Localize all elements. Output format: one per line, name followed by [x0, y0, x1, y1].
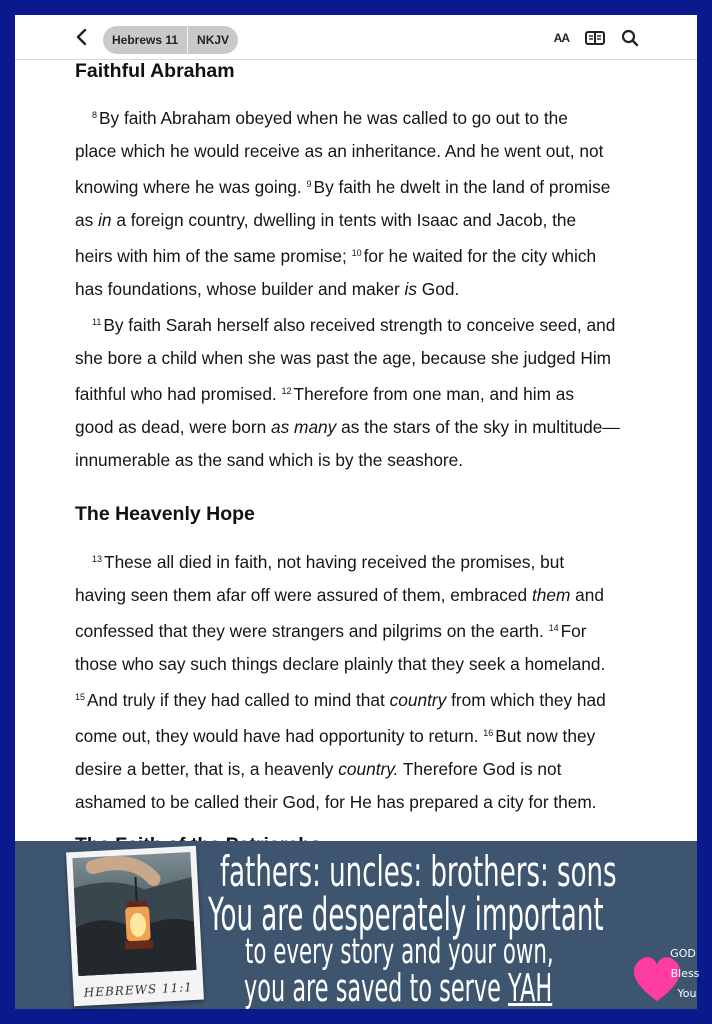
- heart-icon: [631, 941, 700, 1007]
- verse-line: ashamed to be called their God, for He has prepared a city for them.: [75, 792, 597, 812]
- photo-caption: HEBREWS 11:1: [83, 980, 194, 1000]
- verse-line: knowing where he was going. $^9$ By faith he dwelt in the land of promise: [75, 177, 611, 197]
- verse-line: desire a better, that is, a heavenly country. Therefore God is not: [75, 759, 562, 779]
- verse-line: those who say such things declare plainly that they seek a homeland.: [75, 654, 606, 674]
- banner-line-2: You are desperately important: [208, 888, 604, 941]
- paragraph-s1p1: [75, 99, 655, 477]
- section-heading-faithful-abraham: Faithful Abraham: [75, 60, 235, 82]
- verse-number: 10: [351, 248, 362, 258]
- verse-line: she bore a child when she was past the age, because she judged Him: [75, 348, 612, 368]
- book-chapter-button[interactable]: Hebrews 11: [112, 33, 179, 47]
- verse-line: innumerable as the sand which is by the seashore.: [75, 450, 464, 470]
- verse-line: $^{15}$ And truly if they had called to mind that country from which they had: [75, 690, 606, 710]
- banner-line-3: to every story and your own,: [245, 932, 554, 972]
- top-bar: [15, 15, 697, 60]
- overlay-banner: [15, 841, 700, 1010]
- verse-line: $^8$ By faith Abraham obeyed when he was called to go out to the: [92, 108, 568, 128]
- paragraph-s2p1: [75, 543, 655, 819]
- search-icon[interactable]: [621, 29, 639, 47]
- parallel-view-icon[interactable]: [585, 30, 605, 46]
- lantern-icon: [72, 852, 196, 976]
- verse-number: 13: [92, 554, 103, 564]
- verse-line: place which he would receive as an inheritance. And he went out, not: [75, 141, 604, 161]
- badge-word: You: [677, 987, 697, 1000]
- yah-emphasis: YAH: [508, 966, 553, 1010]
- verse-number: 15: [75, 692, 86, 702]
- polaroid-photo: [66, 846, 204, 1007]
- verse-line: good as dead, were born as many as the stars of the sky in multitude—: [75, 417, 620, 437]
- verse-line: confessed that they were strangers and pilgrims on the earth. $^{14}$ For: [75, 621, 587, 641]
- banner-line-1: fathers: uncles: brothers: sons: [220, 847, 617, 896]
- verse-line: heirs with him of the same promise; $^{10}$ for he waited for the city which: [75, 246, 597, 266]
- verse-number: 8: [92, 110, 98, 120]
- verse-number: 11: [92, 317, 102, 327]
- font-size-button[interactable]: AA: [553, 31, 569, 45]
- banner-line-4: you are saved to serve YAH: [244, 966, 553, 1010]
- verse-line: $^{11}$ By faith Sarah herself also received strength to conceive seed, and: [92, 315, 616, 335]
- passage-selector: [103, 26, 238, 54]
- toolbar: [554, 29, 639, 47]
- badge-word: Bless: [670, 967, 700, 980]
- verse-line: has foundations, whose builder and maker is God.: [75, 279, 460, 299]
- verse-number: 9: [306, 179, 312, 189]
- verse-line: come out, they would have had opportunity to return. $^{16}$ But now they: [75, 726, 596, 746]
- verse-line: having seen them afar off were assured of them, embraced them and: [75, 585, 604, 605]
- verse-number: 14: [548, 623, 559, 633]
- lantern-image: [72, 852, 196, 976]
- verse-line: $^{13}$ These all died in faith, not having received the promises, but: [92, 552, 565, 572]
- verse-line: as in a foreign country, dwelling in tents with Isaac and Jacob, the: [75, 210, 577, 230]
- reader-page: [15, 15, 697, 841]
- badge-word: GOD: [670, 947, 696, 960]
- verse-line: faithful who had promised. $^{12}$ Therefore from one man, and him as: [75, 384, 575, 404]
- version-button[interactable]: NKJV: [197, 33, 230, 47]
- verse-number: 16: [483, 728, 494, 738]
- back-chevron-icon[interactable]: [73, 27, 91, 47]
- section-heading-heavenly-hope: The Heavenly Hope: [75, 503, 255, 525]
- verse-number: 12: [281, 386, 292, 396]
